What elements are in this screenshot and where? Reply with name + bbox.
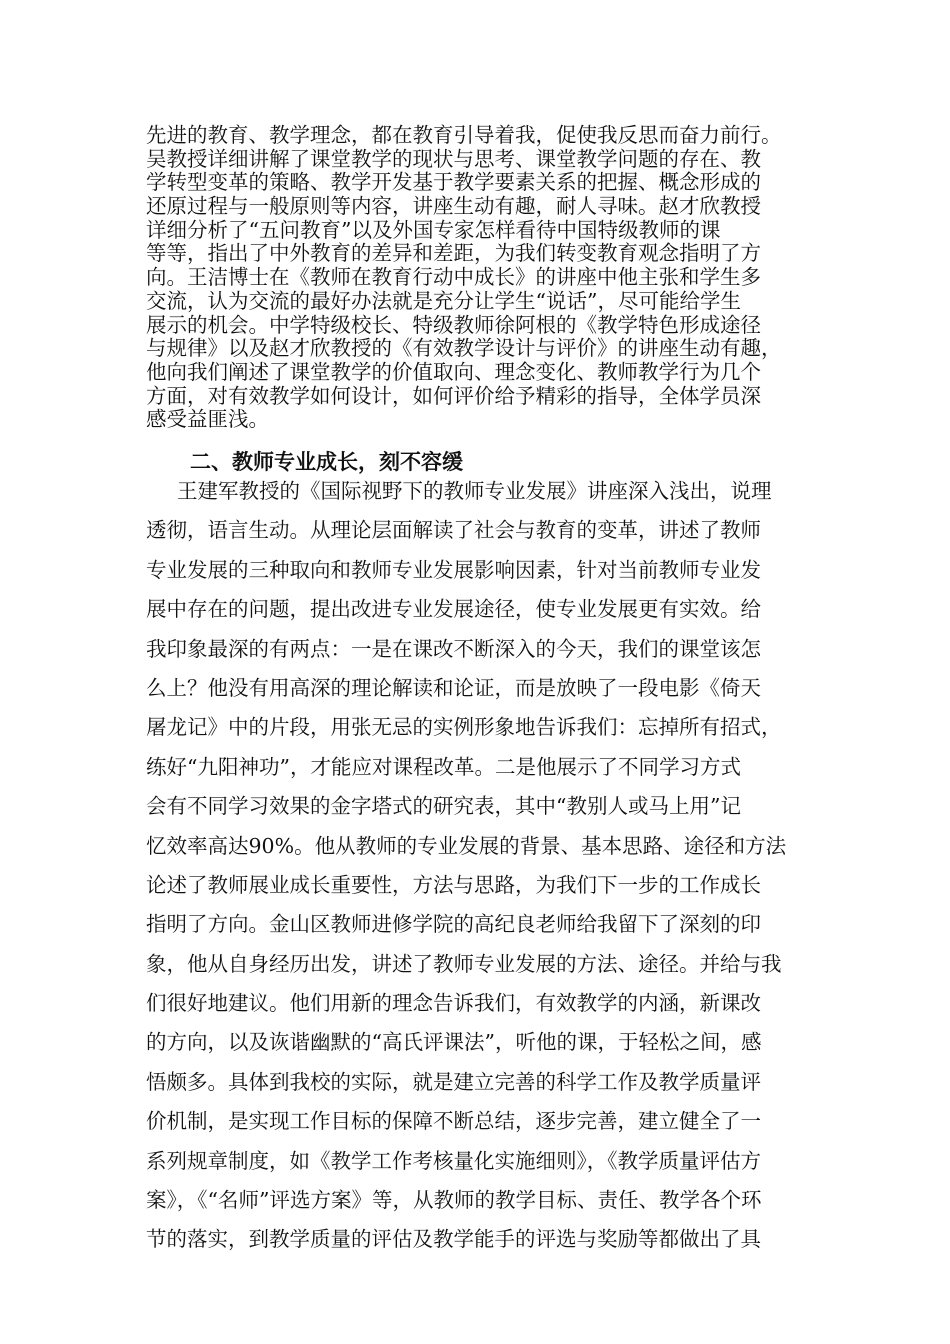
- text-line: 感受益匪浅。: [146, 407, 269, 432]
- text-line: 专业发展的三种取向和教师专业发展影响因素，针对当前教师专业发: [146, 557, 761, 582]
- text-line: 论述了教师展业成长重要性，方法与思路，为我们下一步的工作成长: [146, 872, 761, 897]
- text-line: 们很好地建议。他们用新的理念告诉我们，有效教学的内涵，新课改: [146, 991, 761, 1016]
- text-line: 案》，《“名师”评选方案》等，从教师的教学目标、责任、教学各个环: [146, 1188, 762, 1213]
- paragraph-lecture-summary: [146, 124, 810, 432]
- text-line: 会有不同学习效果的金字塔式的研究表，其中“教别人或马上用”记: [146, 794, 741, 819]
- text-line: 练好“九阳神功”，才能应对课程改革。二是他展示了不同学习方式: [146, 754, 741, 779]
- text-line: 先进的教育、教学理念，都在教育引导着我，促使我反思而奋力前行。: [146, 123, 782, 147]
- text-line: 么上？他没有用高深的理论解读和论证，而是放映了一段电影《倚天: [146, 675, 761, 700]
- text-line: 与规律》以及赵才欣教授的《有效教学设计与评价》的讲座生动有趣，: [146, 336, 782, 361]
- text-line: 忆效率高达90%。他从教师的专业发展的背景、基本思路、途径和方法: [146, 833, 787, 858]
- text-line: 详细分析了“五问教育”以及外国专家怎样看待中国特级教师的课: [146, 217, 721, 242]
- text-line: 展示的机会。中学特级校长、特级教师徐阿根的《教学特色形成途径: [146, 312, 761, 337]
- text-line: 的方向，以及诙谐幽默的“高氏评课法”，听他的课，于轻松之间，感: [146, 1030, 762, 1055]
- text-line: 还原过程与一般原则等内容，讲座生动有趣，耐人寻味。赵才欣教授: [146, 194, 761, 219]
- paragraph-professional-growth: [146, 472, 810, 1260]
- text-line: 方面，对有效教学如何设计，如何评价给予精彩的指导，全体学员深: [146, 383, 761, 408]
- text-line: 我印象最深的有两点：一是在课改不断深入的今天，我们的课堂该怎: [146, 636, 761, 661]
- text-line: 系列规章制度，如《教学工作考核量化实施细则》，《教学质量评估方: [146, 1148, 761, 1173]
- text-line: 交流，认为交流的最好办法就是充分让学生“说话”，尽可能给学生: [146, 288, 741, 313]
- text-line: 悟颇多。具体到我校的实际，就是建立完善的科学工作及教学质量评: [146, 1069, 761, 1094]
- text-line: 展中存在的问题，提出改进专业发展途径，使专业发展更有实效。给: [146, 597, 761, 622]
- text-line: 指明了方向。金山区教师进修学院的高纪良老师给我留下了深刻的印: [146, 912, 761, 937]
- text-line: 象，他从自身经历出发，讲述了教师专业发展的方法、途径。并给与我: [146, 951, 782, 976]
- text-line: 向。王洁博士在《教师在教育行动中成长》的讲座中他主张和学生多: [146, 265, 761, 290]
- text-line: 吴教授详细讲解了课堂教学的现状与思考、课堂教学问题的存在、教: [146, 146, 761, 171]
- text-line: 他向我们阐述了课堂教学的价值取向、理念变化、教师教学行为几个: [146, 359, 761, 384]
- text-line: 节的落实，到教学质量的评估及教学能手的评选与奖励等都做出了具: [146, 1227, 761, 1252]
- text-line: 屠龙记》中的片段，用张无忌的实例形象地告诉我们：忘掉所有招式，: [146, 715, 782, 740]
- text-line: 透彻，语言生动。从理论层面解读了社会与教育的变革，讲述了教师: [146, 518, 761, 543]
- text-line: 王建军教授的《国际视野下的教师专业发展》讲座深入浅出，说理: [177, 479, 772, 503]
- text-line: 价机制，是实现工作目标的保障不断总结，逐步完善，建立健全了一: [146, 1109, 761, 1134]
- text-line: 学转型变革的策略、教学开发基于教学要素关系的把握、概念形成的: [146, 170, 761, 195]
- text-line: 等等，指出了中外教育的差异和差距，为我们转变教育观念指明了方: [146, 241, 761, 266]
- section-heading: 二、教师专业成长，刻不容缓: [190, 449, 463, 474]
